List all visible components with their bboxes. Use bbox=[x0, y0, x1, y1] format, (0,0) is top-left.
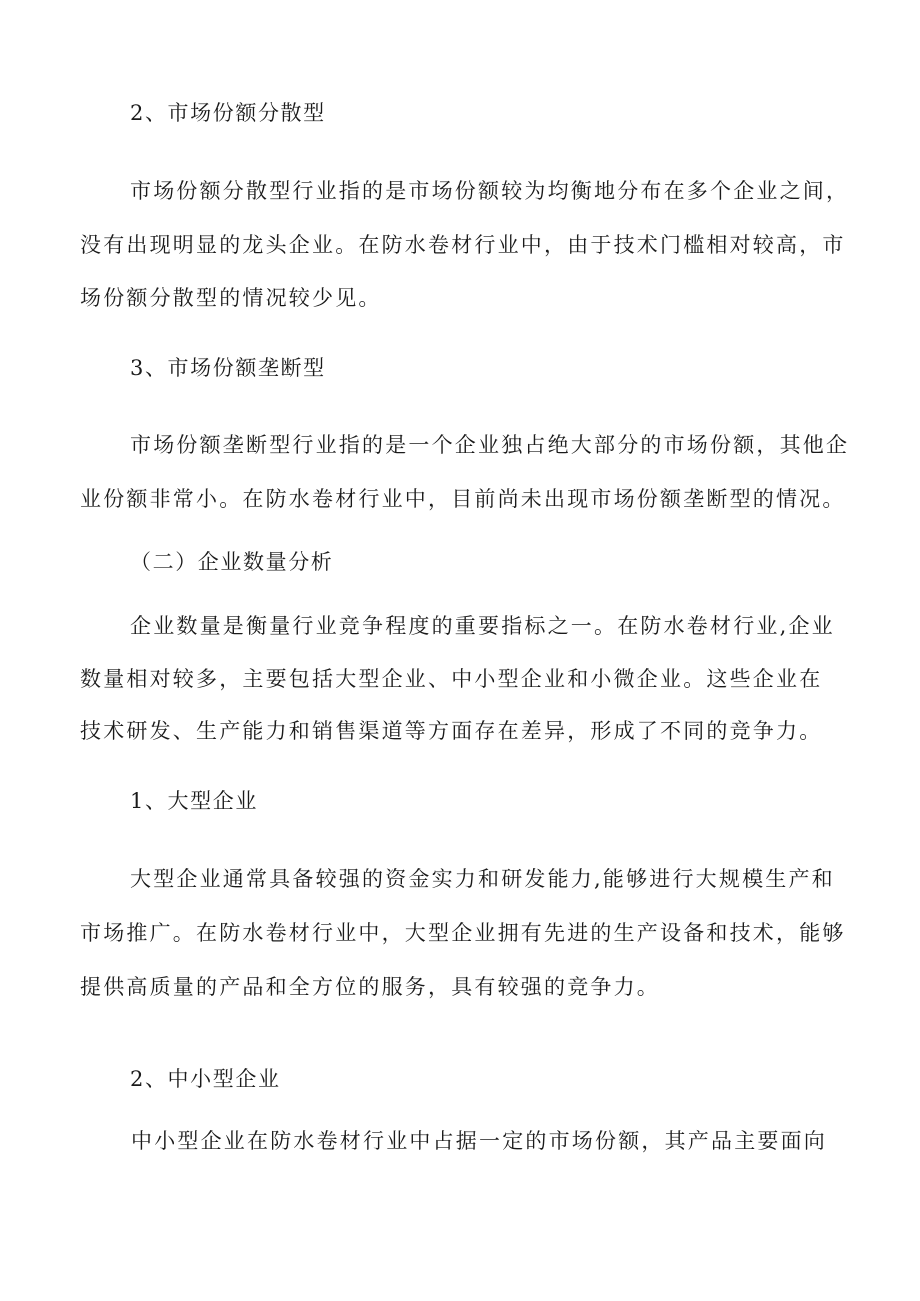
paragraph-line: 场份额分散型的情况较少见。 bbox=[80, 286, 382, 310]
paragraph-line: 提供高质量的产品和全方位的服务，具有较强的竞争力。 bbox=[80, 975, 660, 999]
paragraph-line: 市场推广。在防水卷材行业中，大型企业拥有先进的生产设备和技术，能够 bbox=[80, 921, 846, 945]
paragraph-line: 中小型企业在防水卷材行业中占据一定的市场份额，其产品主要面向 bbox=[131, 1129, 827, 1153]
paragraph-line: 技术研发、生产能力和销售渠道等方面存在差异，形成了不同的竞争力。 bbox=[80, 719, 823, 743]
section-heading-sme: 2、中小型企业 bbox=[130, 1067, 281, 1091]
subsection-heading-enterprise-count: （二）企业数量分析 bbox=[130, 550, 334, 574]
paragraph-line: 市场份额分散型行业指的是市场份额较为均衡地分布在多个企业之间， bbox=[130, 179, 850, 203]
paragraph-line: 业份额非常小。在防水卷材行业中，目前尚未出现市场份额垄断型的情况。 bbox=[80, 487, 846, 511]
paragraph-line: 企业数量是衡量行业竞争程度的重要指标之一。在防水卷材行业,企业 bbox=[130, 614, 835, 638]
paragraph-line: 大型企业通常具备较强的资金实力和研发能力,能够进行大规模生产和 bbox=[130, 867, 835, 891]
paragraph-line: 市场份额垄断型行业指的是一个企业独占绝大部分的市场份额，其他企 bbox=[130, 433, 850, 457]
section-heading-monopoly-market: 3、市场份额垄断型 bbox=[130, 356, 326, 380]
section-heading-fragmented-market: 2、市场份额分散型 bbox=[130, 101, 326, 125]
paragraph-line: 没有出现明显的龙头企业。在防水卷材行业中，由于技术门槛相对较高，市 bbox=[80, 233, 846, 257]
paragraph-line: 数量相对较多，主要包括大型企业、中小型企业和小微企业。这些企业在 bbox=[80, 667, 823, 691]
section-heading-large-enterprises: 1、大型企业 bbox=[130, 789, 258, 813]
